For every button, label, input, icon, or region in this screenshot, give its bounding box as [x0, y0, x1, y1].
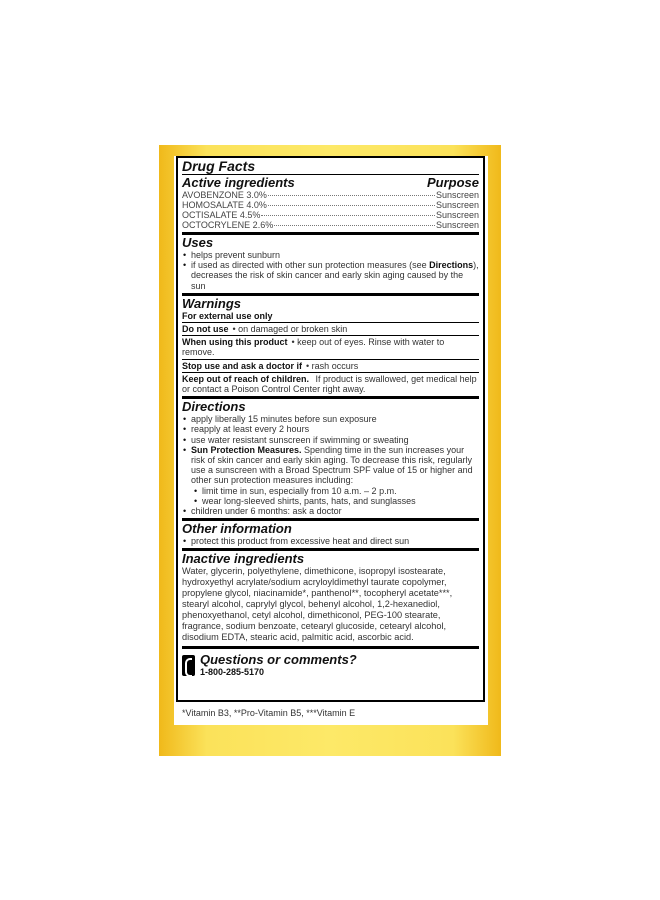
list-item: • apply liberally 15 minutes before sun exposure: [182, 414, 479, 424]
other-information-section: [182, 521, 479, 551]
purpose-heading: Purpose: [426, 175, 479, 190]
drug-facts-title: Drug Facts: [182, 159, 479, 175]
list-item: • limit time in sun, especially from 10 a.m. – 2 p.m.: [182, 486, 479, 496]
warnings-heading: Warnings: [182, 295, 241, 311]
other-information-heading: Other information: [182, 521, 292, 537]
ingredient-row: OCTISALATE 4.5% Sunscreen: [182, 210, 479, 220]
list-item: • children under 6 months: ask a doctor: [182, 506, 479, 516]
list-item: • if used as directed with other sun protection measures (see Directions), decreases the risk of skin cancer and early skin aging caused by the sun: [182, 260, 479, 291]
directions-heading: Directions: [182, 399, 246, 415]
directions-section: [182, 399, 479, 521]
questions-heading: Questions or comments?: [200, 652, 357, 668]
list-item: • wear long-sleeved shirts, pants, hats, and sunglasses: [182, 496, 479, 506]
list-item: • use water resistant sunscreen if swimming or sweating: [182, 435, 479, 445]
keep-out-line: Keep out of reach of children. If product is swallowed, get medical help or contact a Poison Control Center right away.: [182, 372, 479, 395]
warnings-section: [182, 296, 479, 399]
ingredient-row: HOMOSALATE 4.0% Sunscreen: [182, 200, 479, 210]
phone-number: 1-800-285-5170: [200, 667, 265, 678]
ingredient-row: AVOBENZONE 3.0% Sunscreen: [182, 190, 479, 200]
phone-icon: [182, 655, 195, 676]
drug-facts-box: [176, 156, 485, 702]
inactive-ingredients-heading: Inactive ingredients: [182, 551, 305, 567]
questions-section: [182, 649, 479, 679]
list-item: • helps prevent sunburn: [182, 250, 479, 260]
uses-section: [182, 235, 479, 296]
vitamin-footnote: *Vitamin B3, **Pro-Vitamin B5, ***Vitamin E: [182, 708, 356, 718]
list-item: • reapply at least every 2 hours: [182, 424, 479, 434]
active-ingredients-section: [182, 158, 479, 235]
when-using-line: When using this product • keep out of eyes. Rinse with water to remove.: [182, 335, 479, 358]
inactive-ingredients-text: Water, glycerin, polyethylene, dimethicone, isopropyl isostearate, hydroxyethyl acrylate/sodium acryloyldimethyl taurate copolymer, propylene glycol, niacinamide*, panthenol**, tocopheryl acetate***, stearyl alcohol, caprylyl glycol, behenyl alcohol, 1,2-hexanediol, phenoxyethanol, cetyl alcohol, dimethiconol, PEG-100 stearate, fragrance, sodium benzoate, cetearyl glucoside, cetearyl alcohol, disodium EDTA, stearic acid, palmitic acid, ascorbic acid.: [182, 566, 453, 643]
active-ingredients-heading: Active ingredients: [182, 175, 295, 190]
list-item: • protect this product from excessive heat and direct sun: [182, 536, 479, 546]
ingredient-row: OCTOCRYLENE 2.6% Sunscreen: [182, 220, 479, 230]
do-not-use-line: Do not use • on damaged or broken skin: [182, 322, 479, 335]
stop-use-line: Stop use and ask a doctor if • rash occurs: [182, 359, 479, 372]
list-item: • Sun Protection Measures. Spending time in the sun increases your risk of skin cancer and early skin aging. To decrease this risk, regularly use a sunscreen with a Broad Spectrum SPF value of 15 or higher and other sun protection measures including:: [182, 445, 479, 486]
inactive-ingredients-section: [182, 551, 479, 649]
external-use-text: For external use only: [182, 310, 273, 321]
uses-heading: Uses: [182, 235, 214, 250]
